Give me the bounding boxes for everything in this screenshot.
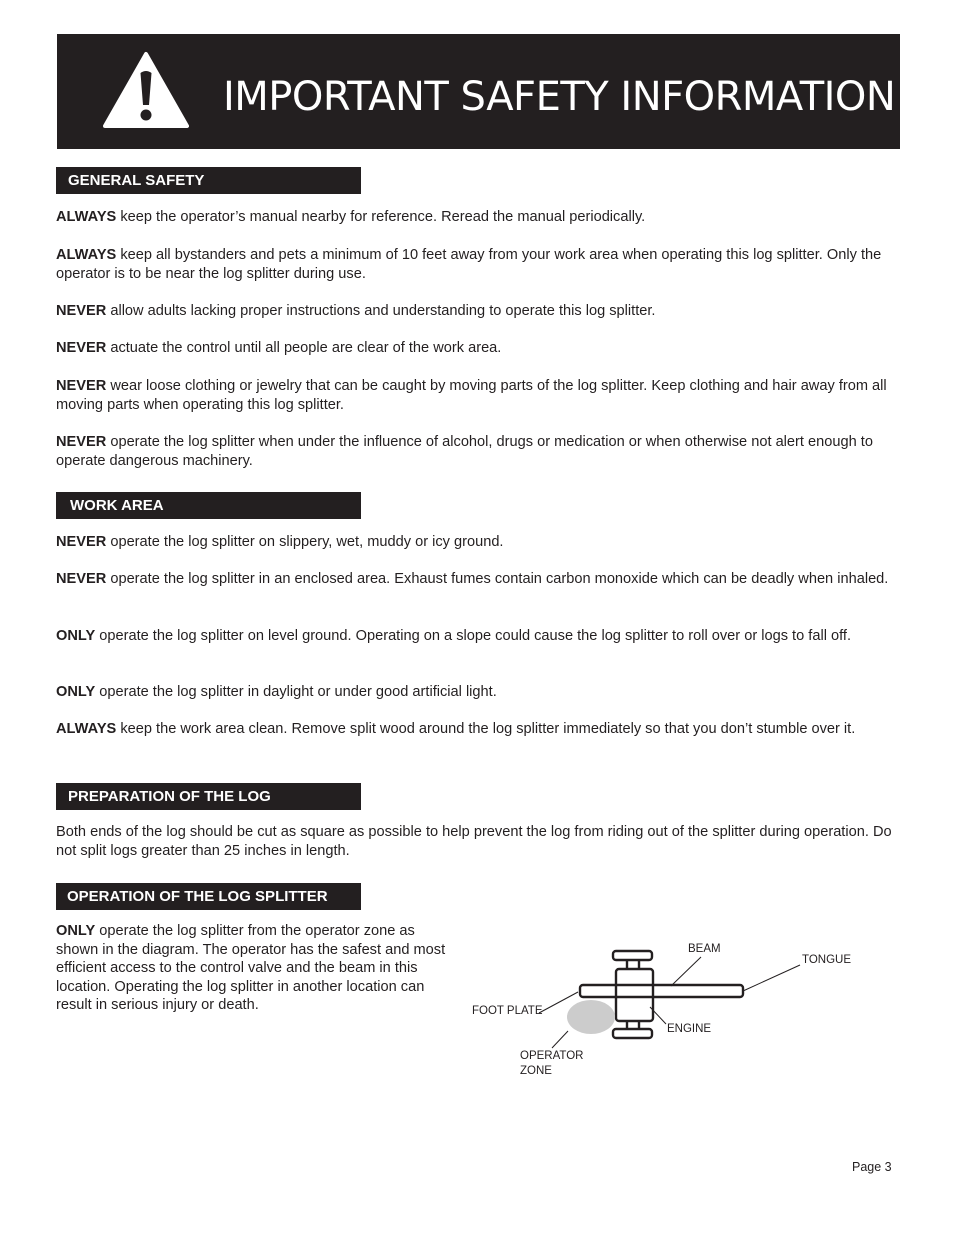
warning-triangle-icon [103, 51, 189, 129]
paragraph-text: operate the log splitter in an enclosed area. Exhaust fumes contain carbon monoxide which can be deadly when inhaled. [106, 571, 889, 587]
safety-banner [57, 34, 900, 149]
keyword: NEVER [56, 378, 107, 394]
operator-zone-marker [567, 1000, 615, 1034]
page-number: Page 3 [852, 1160, 892, 1174]
keyword: ALWAYS [56, 209, 117, 225]
paragraph-text: operate the log splitter from the operator zone as shown in the diagram. The operator has the safest and most efficient access to the control valve and the beam in this location. Operating the log splitter in another location can result in serious injury or death. [56, 923, 446, 1014]
keyword: ONLY [56, 628, 96, 644]
paragraph-text: Both ends of the log should be cut as square as possible to help prevent the log from riding out of the splitter during operation. Do not split logs greater than 25 inches in length. [56, 824, 892, 859]
paragraph [56, 627, 901, 646]
section-header-preparation-of-the-log: PREPARATION OF THE LOG [56, 783, 361, 810]
label-operator-zone-line1: OPERATOR [520, 1050, 584, 1062]
paragraph [56, 208, 901, 227]
paragraph [56, 720, 901, 739]
leader-line [743, 965, 800, 991]
leader-line [671, 957, 701, 986]
label-foot-plate: FOOT PLATE [472, 1005, 543, 1017]
keyword: NEVER [56, 571, 107, 587]
paragraph-text: wear loose clothing or jewelry that can be caught by moving parts of the log splitter. Keep clothing and hair away from all moving parts when operating this log splitter. [56, 378, 887, 413]
paragraph-text: operate the log splitter in daylight or under good artificial light. [95, 684, 497, 700]
keyword: ONLY [56, 923, 96, 939]
paragraph [56, 922, 446, 1015]
paragraph-text: actuate the control until all people are clear of the work area. [106, 340, 502, 356]
leader-line [552, 1031, 568, 1048]
paragraph-text: keep the work area clean. Remove split wood around the log splitter immediately so that you don’t stumble over it. [116, 721, 856, 737]
paragraph-text: keep the operator’s manual nearby for reference. Reread the manual periodically. [116, 209, 646, 225]
label-tongue: TONGUE [802, 954, 851, 966]
section-header-operation-of-the-log-splitter: OPERATION OF THE LOG SPLITTER [56, 883, 361, 910]
section-header-general-safety: GENERAL SAFETY [56, 167, 361, 194]
paragraph [56, 570, 901, 589]
keyword: NEVER [56, 303, 107, 319]
label-engine: ENGINE [667, 1023, 712, 1035]
paragraph-text: operate the log splitter on slippery, wet, muddy or icy ground. [106, 534, 504, 550]
paragraph-text: allow adults lacking proper instructions and understanding to operate this log splitter. [106, 303, 656, 319]
keyword: NEVER [56, 534, 107, 550]
log-splitter-diagram [460, 935, 900, 1085]
paragraph [56, 823, 901, 860]
label-beam: BEAM [688, 943, 721, 955]
label-operator-zone-line2: ZONE [520, 1065, 552, 1077]
paragraph-text: operate the log splitter on level ground. Operating on a slope could cause the log splitter to roll over or logs to fall off. [95, 628, 852, 644]
paragraph [56, 533, 901, 552]
page-title: IMPORTANT SAFETY INFORMATION [223, 74, 896, 120]
paragraph [56, 302, 901, 321]
paragraph-text: keep all bystanders and pets a minimum of 10 feet away from your work area when operating this log splitter. Only the operator is to be near the log splitter during use. [56, 247, 882, 282]
keyword: NEVER [56, 434, 107, 450]
keyword: ALWAYS [56, 721, 117, 737]
paragraph [56, 683, 901, 702]
keyword: NEVER [56, 340, 107, 356]
paragraph [56, 377, 901, 414]
keyword: ONLY [56, 684, 96, 700]
paragraph-text: operate the log splitter when under the influence of alcohol, drugs or medication or when otherwise not alert enough to operate dangerous machinery. [56, 434, 873, 469]
keyword: ALWAYS [56, 247, 117, 263]
paragraph [56, 433, 901, 470]
paragraph [56, 246, 901, 283]
paragraph [56, 339, 901, 358]
section-header-work-area: WORK AREA [56, 492, 361, 519]
